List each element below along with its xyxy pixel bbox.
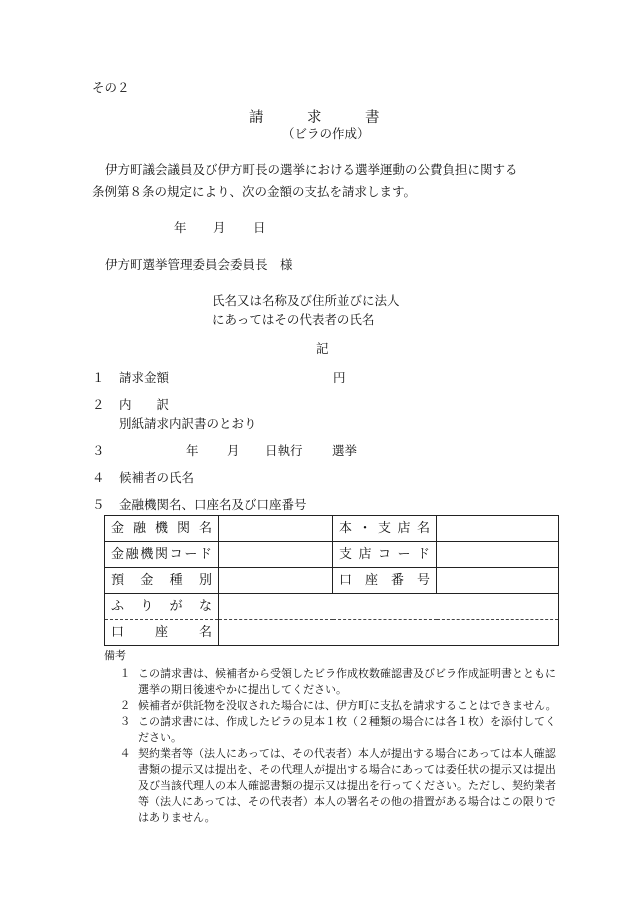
- branch-code-field[interactable]: [437, 542, 559, 568]
- intro-line-2: 条例第８条の規定により、次の金額の支払を請求します。: [92, 184, 417, 199]
- notes-list: [112, 666, 560, 826]
- item-1-label: 請求金額: [119, 370, 170, 385]
- item-2-number: ２: [92, 397, 105, 412]
- claimant-line-2: にあってはその代表者の氏名: [212, 312, 375, 327]
- bank-code-label: 金融機関コード: [105, 542, 219, 568]
- account-name-field[interactable]: [219, 620, 559, 646]
- account-number-field[interactable]: [437, 568, 559, 594]
- ki-marker: 記: [316, 341, 329, 356]
- note-3: ３ この請求書には、作成したビラの見本１枚（２種類の場合には各１枚）を添付してください。: [119, 715, 556, 744]
- item-1-number: １: [92, 370, 105, 385]
- document-title: 請 求 書: [249, 110, 380, 126]
- deposit-type-field[interactable]: [219, 568, 333, 594]
- item-4-number: ４: [92, 470, 105, 485]
- date-month: 月: [213, 220, 226, 235]
- notes-heading: 備考: [104, 649, 126, 662]
- item-3-month: 月: [227, 443, 240, 458]
- item-3-election: 選挙: [332, 443, 358, 458]
- branch-name-label: 本・支店名: [333, 516, 437, 542]
- note-4: ４ 契約業者等（法人にあっては、その代表者）本人が提出する場合にあっては本人確認書類の提示又は提出を、その代理人が提出する場合にあっては委任状の提示又は提出及び当該代理人の本人確認書類の提示又は提出を行ってください。ただし、契約業者等（法人にあっては、その代表者）本人の署名その他の措置がある場合はこの限りではありません。: [119, 747, 556, 824]
- note-2: ２ 候補者が供託物を没収された場合には、伊方町に支払を請求することはできません。: [119, 699, 557, 712]
- account-name-label: 口座名: [105, 620, 219, 646]
- intro-line-1: 伊方町議会議員及び伊方町長の選挙における選挙運動の公費負担に関する: [105, 162, 518, 177]
- item-3-number: ３: [92, 443, 105, 458]
- item-5-label: 金融機関名、口座名及び口座番号: [119, 497, 307, 512]
- item-4-label: 候補者の氏名: [119, 470, 195, 485]
- form-number: その２: [92, 80, 130, 95]
- furigana-field[interactable]: [219, 594, 559, 620]
- item-3-year: 年: [186, 443, 199, 458]
- deposit-type-label: 預金種別: [105, 568, 219, 594]
- item-3-day: 日執行: [265, 443, 303, 458]
- bank-name-field[interactable]: [219, 516, 333, 542]
- document-subtitle: （ビラの作成）: [282, 126, 370, 141]
- item-1-unit: 円: [333, 370, 346, 385]
- branch-name-field[interactable]: [437, 516, 559, 542]
- branch-code-label: 支店コード: [333, 542, 437, 568]
- date-day: 日: [253, 220, 266, 235]
- item-5-number: ５: [92, 497, 105, 512]
- date-year: 年: [174, 220, 187, 235]
- item-2-label: 内 訳: [119, 397, 170, 412]
- bank-account-table: [104, 515, 559, 646]
- account-number-label: 口座番号: [333, 568, 437, 594]
- note-1: １ この請求書は、候補者から受領したビラ作成枚数確認書及びビラ作成証明書とともに選挙の期日後速やかに提出してください。: [119, 667, 556, 696]
- item-2-detail: 別紙請求内訳書のとおり: [119, 416, 257, 431]
- claimant-line-1: 氏名又は名称及び住所並びに法人: [212, 293, 400, 308]
- furigana-label: ふりがな: [105, 594, 219, 620]
- addressee: 伊方町選挙管理委員会委員長 様: [105, 257, 293, 272]
- bank-name-label: 金融機関名: [105, 516, 219, 542]
- bank-code-field[interactable]: [219, 542, 333, 568]
